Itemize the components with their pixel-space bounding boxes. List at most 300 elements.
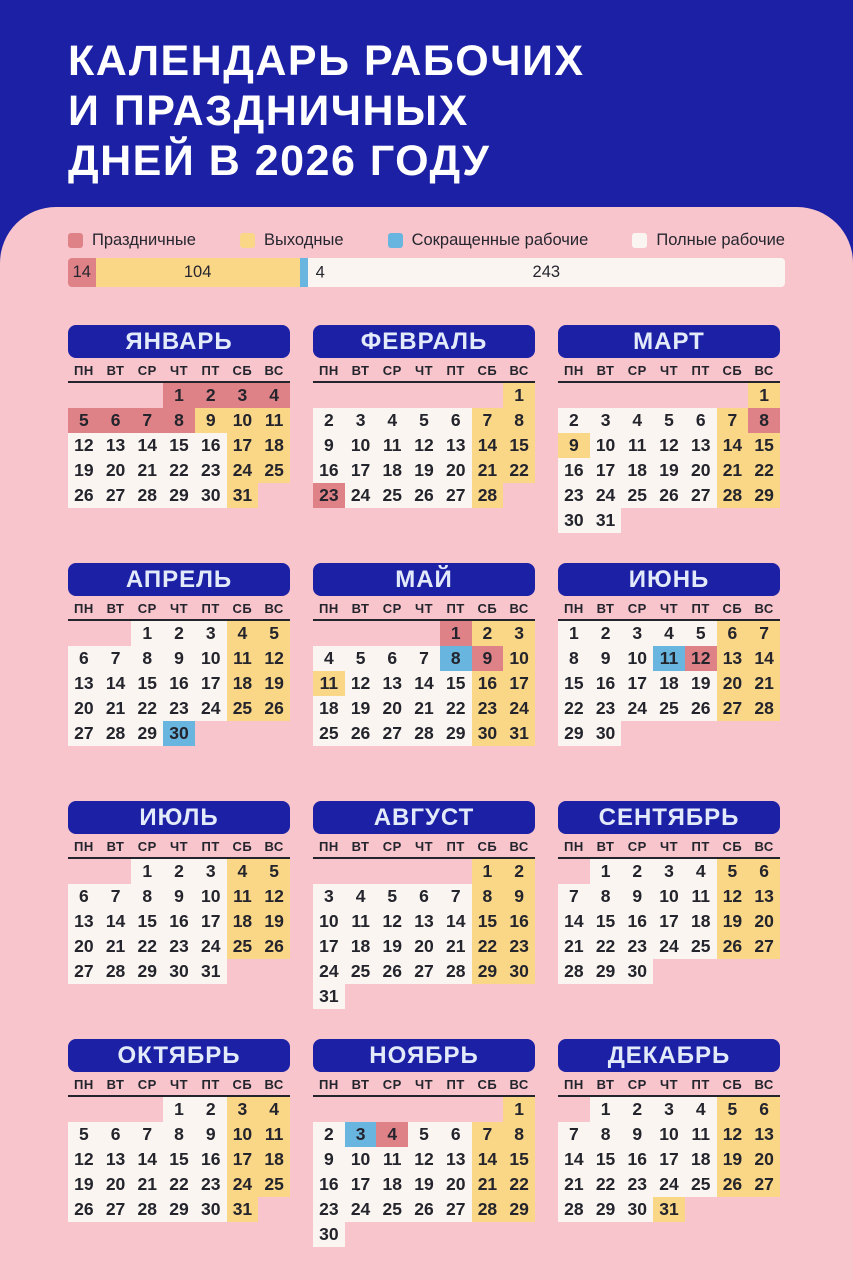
day-cell: 21 bbox=[717, 458, 749, 483]
day-cell: 8 bbox=[472, 884, 504, 909]
month-december bbox=[558, 1039, 780, 1277]
day-cell: 25 bbox=[258, 458, 290, 483]
day-cell: 19 bbox=[345, 696, 377, 721]
day-cell: 8 bbox=[440, 646, 472, 671]
bar-value-holiday: 14 bbox=[72, 263, 91, 281]
day-cell-empty bbox=[472, 383, 504, 408]
weekday-header bbox=[558, 361, 780, 383]
weekday-label: СБ bbox=[477, 839, 498, 854]
day-cell: 20 bbox=[100, 1172, 132, 1197]
day-cell: 9 bbox=[163, 646, 195, 671]
day-cell: 1 bbox=[503, 383, 535, 408]
day-cell: 8 bbox=[163, 1122, 195, 1147]
day-cell: 20 bbox=[748, 909, 780, 934]
day-cell: 25 bbox=[376, 1197, 408, 1222]
month-july bbox=[68, 801, 290, 1039]
day-cell: 13 bbox=[748, 1122, 780, 1147]
day-cell: 10 bbox=[621, 646, 653, 671]
weekday-label: ЧТ bbox=[169, 1077, 189, 1092]
day-cell-empty bbox=[68, 1097, 100, 1122]
legend-label-holiday: Праздничные bbox=[92, 230, 196, 249]
day-cell: 28 bbox=[131, 483, 163, 508]
month-days bbox=[558, 1097, 780, 1222]
day-cell: 18 bbox=[258, 1147, 290, 1172]
day-cell: 10 bbox=[313, 909, 345, 934]
day-cell: 4 bbox=[227, 621, 259, 646]
day-cell: 11 bbox=[313, 671, 345, 696]
weekday-label: СБ bbox=[477, 1077, 498, 1092]
day-cell: 24 bbox=[503, 696, 535, 721]
day-cell-empty bbox=[440, 859, 472, 884]
day-cell: 20 bbox=[748, 1147, 780, 1172]
weekday-label: ВТ bbox=[351, 601, 370, 616]
month-february bbox=[313, 325, 535, 563]
weekday-label: ПН bbox=[563, 1077, 584, 1092]
month-days bbox=[558, 859, 780, 984]
day-cell: 9 bbox=[621, 1122, 653, 1147]
weekday-label: СБ bbox=[232, 1077, 253, 1092]
day-cell: 12 bbox=[653, 433, 685, 458]
day-cell: 30 bbox=[621, 959, 653, 984]
day-cell: 16 bbox=[590, 671, 622, 696]
day-cell: 26 bbox=[345, 721, 377, 746]
day-cell: 27 bbox=[440, 483, 472, 508]
day-cell: 3 bbox=[227, 383, 259, 408]
day-cell-empty bbox=[345, 383, 377, 408]
weekday-label: ПТ bbox=[201, 363, 220, 378]
day-cell: 7 bbox=[558, 884, 590, 909]
weekday-label: ЧТ bbox=[169, 363, 189, 378]
weekday-label: ПТ bbox=[446, 839, 465, 854]
day-cell: 19 bbox=[68, 1172, 100, 1197]
day-cell: 5 bbox=[408, 1122, 440, 1147]
weekday-label: ЧТ bbox=[659, 839, 679, 854]
month-title: МАРТ bbox=[558, 325, 780, 358]
month-january bbox=[68, 325, 290, 563]
weekday-label: ЧТ bbox=[659, 601, 679, 616]
day-cell: 22 bbox=[503, 1172, 535, 1197]
day-cell: 22 bbox=[748, 458, 780, 483]
day-cell: 18 bbox=[227, 671, 259, 696]
day-cell: 21 bbox=[100, 696, 132, 721]
day-cell: 23 bbox=[163, 696, 195, 721]
day-cell: 23 bbox=[195, 1172, 227, 1197]
day-cell: 19 bbox=[68, 458, 100, 483]
day-cell: 23 bbox=[163, 934, 195, 959]
day-cell: 10 bbox=[503, 646, 535, 671]
day-cell-empty bbox=[685, 383, 717, 408]
day-cell: 19 bbox=[376, 934, 408, 959]
day-cell: 18 bbox=[685, 1147, 717, 1172]
day-cell: 28 bbox=[472, 1197, 504, 1222]
day-cell: 3 bbox=[621, 621, 653, 646]
day-cell: 1 bbox=[748, 383, 780, 408]
month-days bbox=[558, 621, 780, 746]
day-cell: 11 bbox=[227, 646, 259, 671]
day-cell-empty bbox=[440, 383, 472, 408]
day-cell: 1 bbox=[590, 859, 622, 884]
day-cell: 24 bbox=[345, 1197, 377, 1222]
day-cell: 19 bbox=[717, 1147, 749, 1172]
weekday-label: ВТ bbox=[596, 1077, 615, 1092]
day-cell: 14 bbox=[717, 433, 749, 458]
day-cell: 6 bbox=[408, 884, 440, 909]
day-cell: 7 bbox=[100, 646, 132, 671]
weekday-label: ЧТ bbox=[169, 839, 189, 854]
day-cell: 10 bbox=[345, 1147, 377, 1172]
day-cell: 27 bbox=[408, 959, 440, 984]
day-cell-empty bbox=[345, 859, 377, 884]
weekday-header bbox=[313, 1075, 535, 1097]
weekday-label: СР bbox=[137, 601, 157, 616]
day-cell: 9 bbox=[472, 646, 504, 671]
day-cell: 28 bbox=[100, 959, 132, 984]
day-cell: 17 bbox=[590, 458, 622, 483]
day-cell: 2 bbox=[163, 859, 195, 884]
day-cell: 11 bbox=[621, 433, 653, 458]
weekday-label: ВТ bbox=[596, 601, 615, 616]
day-cell: 16 bbox=[621, 1147, 653, 1172]
day-cell: 6 bbox=[68, 884, 100, 909]
day-cell-empty bbox=[653, 383, 685, 408]
month-october bbox=[68, 1039, 290, 1277]
day-cell: 22 bbox=[590, 934, 622, 959]
day-cell: 12 bbox=[717, 884, 749, 909]
day-cell-empty bbox=[68, 621, 100, 646]
day-cell: 30 bbox=[558, 508, 590, 533]
day-cell: 16 bbox=[621, 909, 653, 934]
day-cell: 24 bbox=[345, 483, 377, 508]
weekday-label: ВТ bbox=[106, 839, 125, 854]
weekday-label: СР bbox=[627, 1077, 647, 1092]
month-september bbox=[558, 801, 780, 1039]
day-cell: 28 bbox=[717, 483, 749, 508]
month-june bbox=[558, 563, 780, 801]
weekday-label: ПТ bbox=[691, 839, 710, 854]
day-cell: 28 bbox=[558, 959, 590, 984]
weekday-label: ВТ bbox=[351, 363, 370, 378]
day-cell: 27 bbox=[748, 1172, 780, 1197]
weekday-label: ВС bbox=[754, 1077, 774, 1092]
legend-item-short bbox=[388, 231, 589, 250]
weekday-label: ПТ bbox=[201, 601, 220, 616]
day-cell-empty bbox=[590, 383, 622, 408]
day-cell: 15 bbox=[163, 1147, 195, 1172]
day-cell: 8 bbox=[748, 408, 780, 433]
month-days bbox=[313, 383, 535, 508]
day-cell-empty bbox=[68, 859, 100, 884]
weekday-label: ВС bbox=[509, 601, 529, 616]
weekday-label: ВС bbox=[509, 839, 529, 854]
day-cell: 28 bbox=[100, 721, 132, 746]
day-cell: 28 bbox=[748, 696, 780, 721]
summary-bar bbox=[68, 258, 785, 287]
day-cell: 2 bbox=[621, 1097, 653, 1122]
day-cell: 4 bbox=[376, 408, 408, 433]
day-cell: 1 bbox=[163, 1097, 195, 1122]
day-cell: 30 bbox=[163, 721, 195, 746]
day-cell: 21 bbox=[131, 1172, 163, 1197]
bar-value-short: 4 bbox=[315, 263, 325, 281]
day-cell: 13 bbox=[748, 884, 780, 909]
day-cell: 24 bbox=[195, 696, 227, 721]
day-cell: 5 bbox=[717, 1097, 749, 1122]
day-cell: 1 bbox=[503, 1097, 535, 1122]
day-cell: 28 bbox=[131, 1197, 163, 1222]
day-cell: 23 bbox=[313, 1197, 345, 1222]
day-cell: 8 bbox=[590, 1122, 622, 1147]
day-cell: 26 bbox=[68, 483, 100, 508]
weekday-label: СБ bbox=[232, 839, 253, 854]
day-cell: 13 bbox=[440, 433, 472, 458]
weekday-label: СБ bbox=[722, 1077, 743, 1092]
day-cell: 16 bbox=[313, 458, 345, 483]
day-cell: 18 bbox=[258, 433, 290, 458]
day-cell: 20 bbox=[717, 671, 749, 696]
day-cell: 14 bbox=[100, 909, 132, 934]
bar-segment-work bbox=[308, 258, 785, 287]
day-cell: 23 bbox=[558, 483, 590, 508]
day-cell: 6 bbox=[717, 621, 749, 646]
weekday-label: ЧТ bbox=[414, 601, 434, 616]
day-cell: 13 bbox=[685, 433, 717, 458]
day-cell: 3 bbox=[590, 408, 622, 433]
day-cell: 10 bbox=[653, 1122, 685, 1147]
day-cell: 3 bbox=[345, 1122, 377, 1147]
weekday-label: ПТ bbox=[446, 363, 465, 378]
weekday-header bbox=[68, 837, 290, 859]
day-cell: 10 bbox=[195, 884, 227, 909]
day-cell: 2 bbox=[313, 408, 345, 433]
day-cell: 14 bbox=[748, 646, 780, 671]
weekday-header bbox=[313, 837, 535, 859]
weekday-label: ВТ bbox=[351, 1077, 370, 1092]
day-cell-empty bbox=[131, 1097, 163, 1122]
day-cell: 25 bbox=[376, 483, 408, 508]
weekday-label: ПН bbox=[318, 839, 339, 854]
day-cell: 29 bbox=[503, 1197, 535, 1222]
day-cell: 11 bbox=[258, 408, 290, 433]
legend-swatch-short bbox=[388, 233, 403, 248]
day-cell: 14 bbox=[131, 433, 163, 458]
day-cell: 14 bbox=[558, 1147, 590, 1172]
day-cell: 3 bbox=[653, 1097, 685, 1122]
weekday-label: СР bbox=[382, 601, 402, 616]
day-cell: 10 bbox=[590, 433, 622, 458]
day-cell: 5 bbox=[68, 1122, 100, 1147]
calendar-panel bbox=[0, 207, 853, 1280]
weekday-label: СР bbox=[627, 601, 647, 616]
day-cell: 10 bbox=[227, 408, 259, 433]
day-cell: 12 bbox=[258, 646, 290, 671]
day-cell: 6 bbox=[68, 646, 100, 671]
day-cell-empty bbox=[558, 1097, 590, 1122]
weekday-label: ПТ bbox=[201, 839, 220, 854]
day-cell-empty bbox=[313, 1097, 345, 1122]
day-cell: 1 bbox=[472, 859, 504, 884]
day-cell: 10 bbox=[345, 433, 377, 458]
day-cell-empty bbox=[440, 1097, 472, 1122]
day-cell: 30 bbox=[621, 1197, 653, 1222]
day-cell: 1 bbox=[163, 383, 195, 408]
day-cell: 15 bbox=[163, 433, 195, 458]
day-cell: 9 bbox=[195, 408, 227, 433]
day-cell-empty bbox=[472, 1097, 504, 1122]
day-cell: 13 bbox=[100, 1147, 132, 1172]
day-cell: 9 bbox=[163, 884, 195, 909]
day-cell: 18 bbox=[227, 909, 259, 934]
day-cell: 5 bbox=[68, 408, 100, 433]
day-cell: 20 bbox=[440, 1172, 472, 1197]
day-cell: 25 bbox=[227, 934, 259, 959]
day-cell: 8 bbox=[131, 884, 163, 909]
weekday-header bbox=[313, 361, 535, 383]
day-cell: 3 bbox=[195, 859, 227, 884]
day-cell: 22 bbox=[472, 934, 504, 959]
day-cell: 20 bbox=[100, 458, 132, 483]
day-cell: 15 bbox=[558, 671, 590, 696]
day-cell: 27 bbox=[68, 959, 100, 984]
day-cell: 7 bbox=[472, 1122, 504, 1147]
day-cell: 21 bbox=[748, 671, 780, 696]
day-cell: 31 bbox=[653, 1197, 685, 1222]
legend-item-work bbox=[632, 231, 785, 250]
day-cell: 11 bbox=[685, 884, 717, 909]
day-cell: 13 bbox=[717, 646, 749, 671]
day-cell: 3 bbox=[345, 408, 377, 433]
day-cell: 15 bbox=[131, 671, 163, 696]
weekday-label: СР bbox=[137, 1077, 157, 1092]
weekday-label: ПТ bbox=[446, 601, 465, 616]
day-cell: 15 bbox=[590, 1147, 622, 1172]
day-cell: 21 bbox=[558, 934, 590, 959]
day-cell: 16 bbox=[558, 458, 590, 483]
day-cell: 23 bbox=[195, 458, 227, 483]
day-cell: 30 bbox=[163, 959, 195, 984]
day-cell: 31 bbox=[227, 1197, 259, 1222]
day-cell: 4 bbox=[313, 646, 345, 671]
day-cell: 24 bbox=[621, 696, 653, 721]
weekday-label: ПН bbox=[73, 839, 94, 854]
day-cell: 31 bbox=[195, 959, 227, 984]
weekday-label: ПН bbox=[563, 601, 584, 616]
day-cell-empty bbox=[68, 383, 100, 408]
day-cell: 1 bbox=[590, 1097, 622, 1122]
day-cell: 2 bbox=[163, 621, 195, 646]
day-cell: 7 bbox=[100, 884, 132, 909]
day-cell: 21 bbox=[408, 696, 440, 721]
weekday-label: ПТ bbox=[446, 1077, 465, 1092]
day-cell-empty bbox=[313, 383, 345, 408]
month-days bbox=[68, 859, 290, 984]
day-cell: 30 bbox=[195, 483, 227, 508]
weekday-label: СБ bbox=[722, 839, 743, 854]
weekday-label: ВС bbox=[264, 839, 284, 854]
day-cell: 6 bbox=[100, 408, 132, 433]
day-cell: 14 bbox=[131, 1147, 163, 1172]
day-cell: 26 bbox=[68, 1197, 100, 1222]
day-cell: 24 bbox=[227, 1172, 259, 1197]
day-cell-empty bbox=[376, 383, 408, 408]
weekday-label: СР bbox=[137, 839, 157, 854]
weekday-label: ПТ bbox=[691, 601, 710, 616]
day-cell-empty bbox=[376, 859, 408, 884]
month-march bbox=[558, 325, 780, 563]
day-cell: 15 bbox=[131, 909, 163, 934]
month-days bbox=[558, 383, 780, 533]
day-cell: 14 bbox=[440, 909, 472, 934]
weekday-label: ПТ bbox=[691, 363, 710, 378]
day-cell: 4 bbox=[685, 859, 717, 884]
day-cell: 2 bbox=[503, 859, 535, 884]
day-cell-empty bbox=[345, 1097, 377, 1122]
legend-label-work: Полные рабочие bbox=[656, 230, 785, 249]
day-cell: 29 bbox=[558, 721, 590, 746]
day-cell: 1 bbox=[131, 859, 163, 884]
day-cell: 7 bbox=[472, 408, 504, 433]
month-august bbox=[313, 801, 535, 1039]
weekday-label: ПТ bbox=[691, 1077, 710, 1092]
weekday-label: ВТ bbox=[596, 363, 615, 378]
day-cell: 6 bbox=[100, 1122, 132, 1147]
day-cell: 23 bbox=[621, 934, 653, 959]
bar-segment-weekend bbox=[96, 258, 300, 287]
legend-label-weekend: Выходные bbox=[264, 230, 344, 249]
weekday-label: ПН bbox=[563, 839, 584, 854]
day-cell: 20 bbox=[440, 458, 472, 483]
day-cell: 8 bbox=[163, 408, 195, 433]
day-cell: 18 bbox=[376, 1172, 408, 1197]
day-cell: 12 bbox=[408, 1147, 440, 1172]
day-cell-empty bbox=[558, 859, 590, 884]
day-cell: 26 bbox=[258, 696, 290, 721]
day-cell: 17 bbox=[195, 671, 227, 696]
day-cell: 9 bbox=[313, 433, 345, 458]
day-cell: 17 bbox=[313, 934, 345, 959]
weekday-header bbox=[313, 599, 535, 621]
day-cell: 20 bbox=[685, 458, 717, 483]
day-cell: 13 bbox=[440, 1147, 472, 1172]
day-cell: 17 bbox=[653, 1147, 685, 1172]
day-cell: 27 bbox=[100, 1197, 132, 1222]
day-cell: 23 bbox=[472, 696, 504, 721]
day-cell: 1 bbox=[131, 621, 163, 646]
day-cell: 22 bbox=[163, 1172, 195, 1197]
day-cell: 27 bbox=[685, 483, 717, 508]
day-cell: 11 bbox=[258, 1122, 290, 1147]
day-cell: 8 bbox=[503, 408, 535, 433]
day-cell: 24 bbox=[653, 934, 685, 959]
day-cell: 20 bbox=[376, 696, 408, 721]
day-cell: 29 bbox=[131, 721, 163, 746]
day-cell: 14 bbox=[558, 909, 590, 934]
day-cell: 4 bbox=[227, 859, 259, 884]
day-cell: 6 bbox=[440, 408, 472, 433]
day-cell: 21 bbox=[440, 934, 472, 959]
day-cell: 15 bbox=[590, 909, 622, 934]
day-cell: 5 bbox=[408, 408, 440, 433]
day-cell-empty bbox=[408, 621, 440, 646]
day-cell: 16 bbox=[313, 1172, 345, 1197]
day-cell-empty bbox=[408, 383, 440, 408]
day-cell: 25 bbox=[653, 696, 685, 721]
day-cell: 11 bbox=[376, 433, 408, 458]
weekday-header bbox=[558, 1075, 780, 1097]
day-cell: 30 bbox=[313, 1222, 345, 1247]
day-cell: 27 bbox=[440, 1197, 472, 1222]
day-cell: 1 bbox=[558, 621, 590, 646]
day-cell: 18 bbox=[653, 671, 685, 696]
